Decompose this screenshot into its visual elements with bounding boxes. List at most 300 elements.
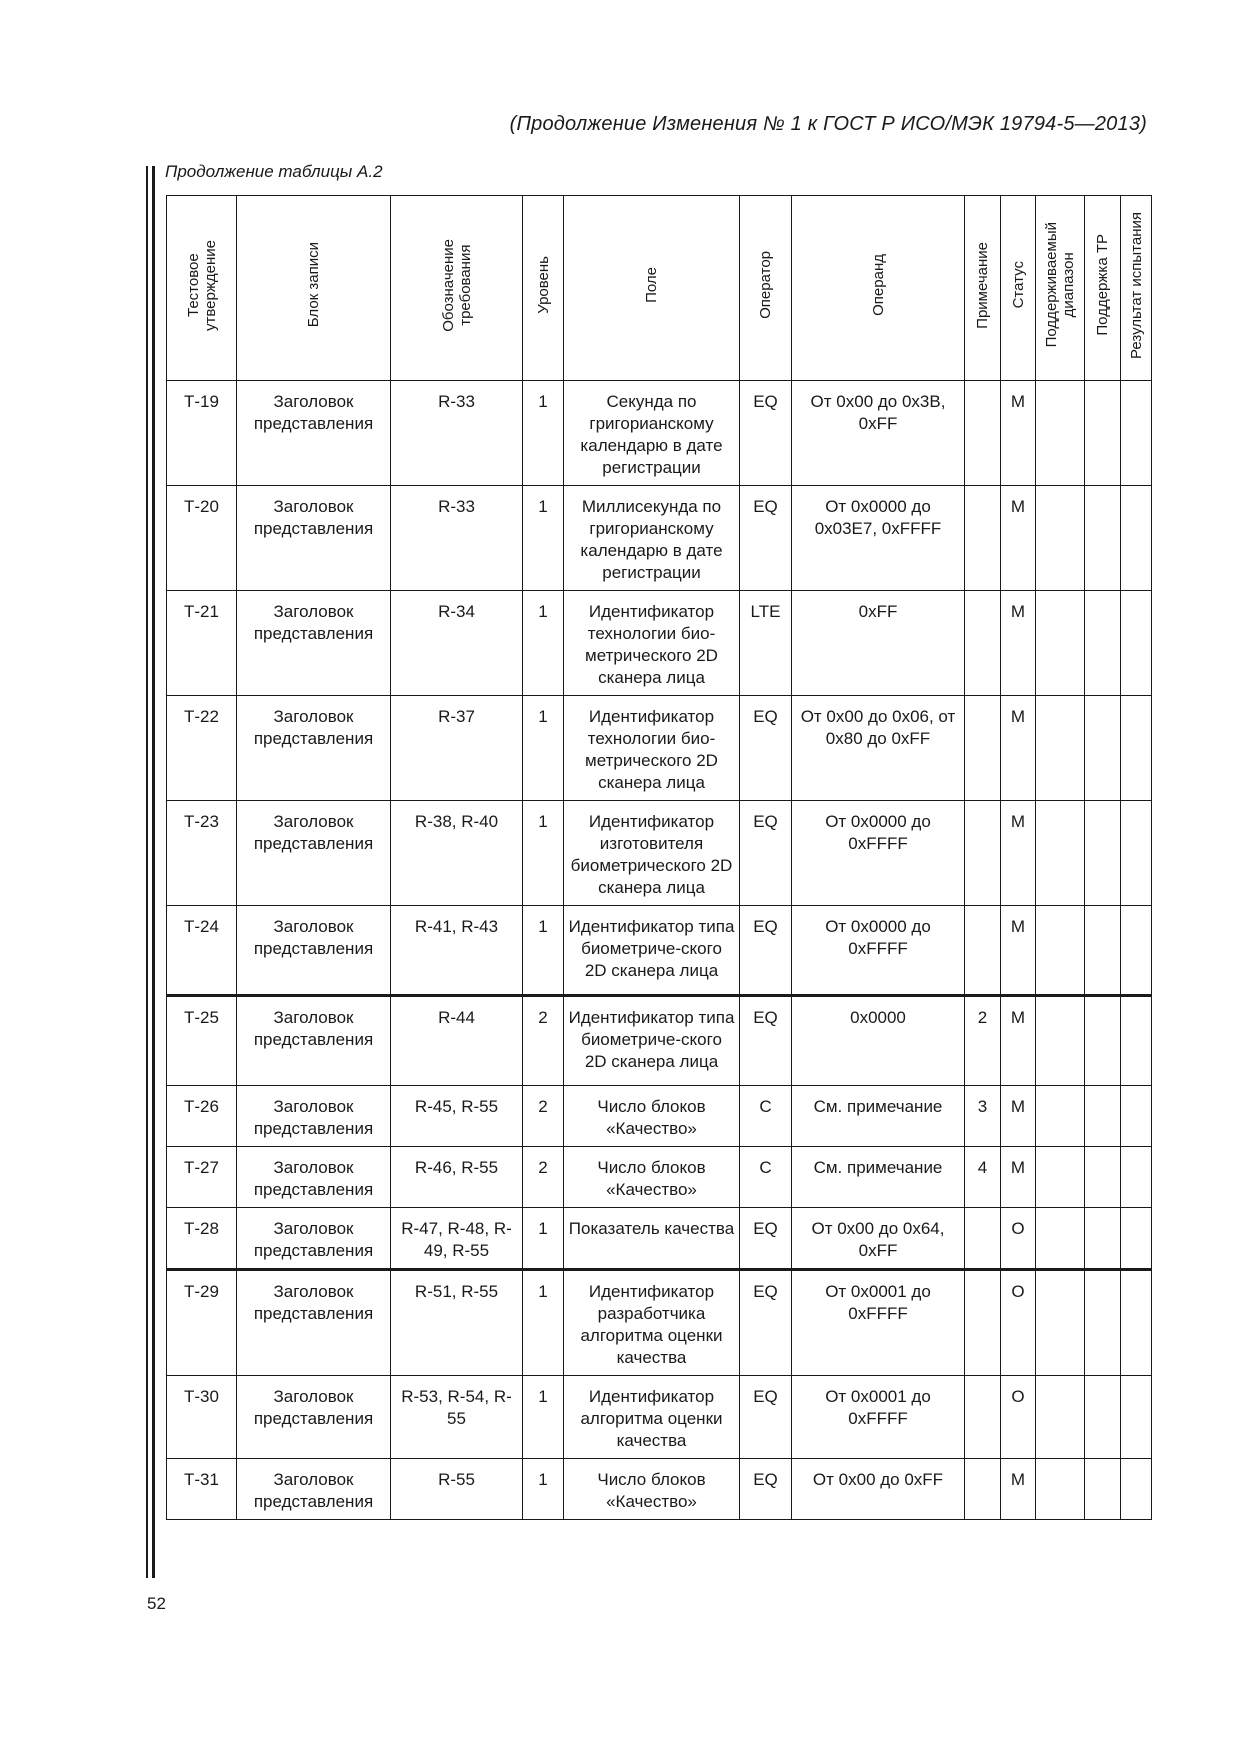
cell-supported-range [1036, 591, 1085, 696]
cell-level-text: 1 [538, 1387, 548, 1406]
cell-test-result-text [1121, 381, 1151, 397]
cell-record-block [237, 801, 391, 906]
cell-note [965, 906, 1001, 996]
cell-operator-text: LTE [750, 602, 781, 621]
cell-note [965, 591, 1001, 696]
cell-tp-support [1085, 906, 1121, 996]
cell-test-id-text: Т-30 [184, 1387, 219, 1406]
cell-status-text: М [1010, 1097, 1026, 1116]
cell-record-block-text: Заголовок представления [253, 917, 374, 958]
cell-field [564, 1270, 740, 1376]
cell-level-text: 1 [538, 917, 548, 936]
cell-level [523, 996, 564, 1086]
cell-operand [792, 906, 965, 996]
cell-test-id [167, 1086, 237, 1147]
cell-test-result [1121, 1208, 1152, 1270]
cell-supported-range [1036, 801, 1085, 906]
cell-level [523, 486, 564, 591]
table-caption: Продолжение таблицы А.2 [165, 162, 383, 181]
cell-level-text: 1 [538, 497, 548, 516]
cell-tp-support-text [1085, 997, 1120, 1013]
cell-requirement-text: R-34 [438, 602, 475, 621]
cell-requirement-text: R-33 [438, 392, 475, 411]
cell-note-text: 3 [977, 1097, 988, 1116]
cell-status [1001, 1208, 1036, 1270]
cell-requirement [391, 1459, 523, 1520]
cell-field-text: Идентификатор типа биометриче-ского 2D сканера лица [568, 917, 735, 980]
cell-supported-range-text [1036, 1271, 1084, 1287]
cell-requirement-text: R-38, R-40 [414, 812, 499, 831]
cell-note-text [965, 1376, 1000, 1392]
table-row [167, 996, 1152, 1086]
column-header: Поддержка ТР [1085, 196, 1121, 381]
cell-status [1001, 1270, 1036, 1376]
cell-requirement [391, 1376, 523, 1459]
cell-level-text: 1 [538, 1219, 548, 1238]
cell-operator [740, 801, 792, 906]
cell-supported-range-text [1036, 381, 1084, 397]
requirements-table [166, 195, 1152, 1520]
column-header: Оператор [740, 196, 792, 381]
cell-record-block [237, 1208, 391, 1270]
cell-note [965, 996, 1001, 1086]
cell-test-id [167, 1376, 237, 1459]
cell-requirement [391, 1270, 523, 1376]
cell-tp-support [1085, 486, 1121, 591]
running-header: (Продолжение Изменения № 1 к ГОСТ Р ИСО/МЭК 19794-5—2013) [509, 113, 1147, 135]
column-header: Поддерживаемый диапазон [1036, 196, 1085, 381]
cell-operator [740, 1208, 792, 1270]
cell-level-text: 2 [538, 1008, 548, 1027]
cell-supported-range [1036, 381, 1085, 486]
cell-tp-support [1085, 1208, 1121, 1270]
cell-operator-text: EQ [753, 812, 778, 831]
cell-field-text: Секунда по григорианскому календарю в дате регистрации [580, 392, 723, 477]
cell-note [965, 1459, 1001, 1520]
cell-test-id [167, 1459, 237, 1520]
cell-operand [792, 696, 965, 801]
cell-note-text [965, 1271, 1000, 1287]
table-header-row [167, 196, 1152, 381]
cell-operator [740, 696, 792, 801]
cell-requirement-text: R-44 [438, 1008, 475, 1027]
cell-status-text: О [1011, 1282, 1025, 1301]
column-header: Статус [1001, 196, 1036, 381]
cell-test-result [1121, 1459, 1152, 1520]
cell-tp-support-text [1085, 1086, 1120, 1102]
cell-record-block-text: Заголовок представления [253, 1282, 374, 1323]
cell-operand-text: От 0x0000 до 0x03E7, 0xFFFF [814, 497, 942, 538]
cell-level [523, 381, 564, 486]
cell-test-result [1121, 486, 1152, 591]
cell-tp-support [1085, 381, 1121, 486]
cell-operand-text: От 0x00 до 0xFF [812, 1470, 944, 1489]
cell-note-text: 2 [977, 1008, 988, 1027]
cell-requirement-text: R-47, R-48, R-49, R-55 [401, 1219, 512, 1260]
cell-test-id-text: Т-27 [184, 1158, 219, 1177]
cell-operand-text: От 0x00 до 0x3B, 0xFF [810, 392, 946, 433]
cell-level [523, 801, 564, 906]
cell-supported-range [1036, 1147, 1085, 1208]
cell-operator-text: EQ [753, 392, 778, 411]
cell-tp-support-text [1085, 486, 1120, 502]
cell-operand-text: От 0x0000 до 0xFFFF [825, 917, 931, 958]
cell-field [564, 1459, 740, 1520]
cell-field-text: Миллисекунда по григорианскому календарю в дате регистрации [580, 497, 723, 582]
cell-test-id-text: Т-20 [184, 497, 219, 516]
cell-test-id [167, 801, 237, 906]
cell-supported-range-text [1036, 1376, 1084, 1392]
cell-status [1001, 1376, 1036, 1459]
cell-test-id-text: Т-28 [184, 1219, 219, 1238]
table-row [167, 906, 1152, 996]
cell-note [965, 696, 1001, 801]
column-header: Блок записи [237, 196, 391, 381]
cell-field-text: Число блоков «Качество» [597, 1097, 706, 1138]
cell-level-text: 1 [538, 1282, 548, 1301]
table-row [167, 1208, 1152, 1270]
column-header: Уровень [523, 196, 564, 381]
cell-level [523, 1147, 564, 1208]
cell-status-text: М [1010, 392, 1026, 411]
cell-requirement-text: R-53, R-54, R-55 [401, 1387, 512, 1428]
cell-status [1001, 381, 1036, 486]
table-row [167, 1147, 1152, 1208]
cell-supported-range-text [1036, 997, 1084, 1013]
cell-field-text: Идентификатор технологии био-метрического 2D сканера лица [585, 602, 718, 687]
cell-record-block [237, 696, 391, 801]
cell-status-text: М [1010, 497, 1026, 516]
cell-test-id-text: Т-21 [184, 602, 219, 621]
cell-note [965, 486, 1001, 591]
cell-supported-range [1036, 486, 1085, 591]
cell-tp-support [1085, 996, 1121, 1086]
cell-field [564, 906, 740, 996]
cell-supported-range-text [1036, 1208, 1084, 1224]
cell-test-result-text [1121, 801, 1151, 817]
cell-record-block-text: Заголовок представления [253, 1008, 374, 1049]
cell-test-result-text [1121, 1208, 1151, 1224]
cell-tp-support [1085, 1376, 1121, 1459]
cell-operator-text: EQ [753, 1387, 778, 1406]
cell-note [965, 1270, 1001, 1376]
cell-field [564, 591, 740, 696]
cell-status-text: М [1010, 602, 1026, 621]
cell-requirement [391, 591, 523, 696]
cell-requirement [391, 1208, 523, 1270]
cell-field [564, 381, 740, 486]
cell-status-text: О [1011, 1387, 1025, 1406]
cell-note [965, 1147, 1001, 1208]
cell-status-text: М [1010, 707, 1026, 726]
cell-test-id-text: Т-24 [184, 917, 219, 936]
cell-level-text: 1 [538, 392, 548, 411]
cell-test-id [167, 906, 237, 996]
cell-requirement [391, 1086, 523, 1147]
cell-field [564, 486, 740, 591]
column-header: Результат испытания [1121, 196, 1152, 381]
cell-operator-text: EQ [753, 917, 778, 936]
cell-test-result [1121, 1086, 1152, 1147]
cell-note [965, 801, 1001, 906]
cell-test-result [1121, 996, 1152, 1086]
cell-status-text: М [1010, 812, 1026, 831]
cell-operator [740, 1147, 792, 1208]
cell-status [1001, 1459, 1036, 1520]
cell-tp-support-text [1085, 906, 1120, 922]
cell-test-result [1121, 591, 1152, 696]
cell-field-text: Число блоков «Качество» [597, 1158, 706, 1199]
cell-test-result-text [1121, 696, 1151, 712]
cell-supported-range [1036, 1270, 1085, 1376]
cell-record-block-text: Заголовок представления [253, 1219, 374, 1260]
cell-supported-range [1036, 1208, 1085, 1270]
cell-note-text [965, 486, 1000, 502]
cell-requirement [391, 486, 523, 591]
cell-supported-range-text [1036, 1147, 1084, 1163]
table-row [167, 486, 1152, 591]
cell-operand [792, 1086, 965, 1147]
cell-operator [740, 996, 792, 1086]
table-row [167, 696, 1152, 801]
cell-requirement [391, 801, 523, 906]
cell-operand-text: От 0x00 до 0x06, от 0x80 до 0xFF [800, 707, 956, 748]
cell-requirement-text: R-51, R-55 [414, 1282, 499, 1301]
cell-operator [740, 381, 792, 486]
cell-test-id [167, 696, 237, 801]
cell-note [965, 381, 1001, 486]
cell-test-id-text: Т-29 [184, 1282, 219, 1301]
cell-note-text [965, 591, 1000, 607]
cell-status-text: М [1010, 1008, 1026, 1027]
cell-field [564, 1208, 740, 1270]
cell-operator-text: EQ [753, 1282, 778, 1301]
cell-operand-text: 0x0000 [850, 1008, 906, 1027]
table-row [167, 1376, 1152, 1459]
cell-level [523, 1208, 564, 1270]
cell-status [1001, 801, 1036, 906]
cell-requirement-text: R-45, R-55 [414, 1097, 499, 1116]
cell-record-block [237, 1147, 391, 1208]
cell-operand [792, 1376, 965, 1459]
cell-supported-range [1036, 1086, 1085, 1147]
table-row [167, 1270, 1152, 1376]
cell-test-id-text: Т-22 [184, 707, 219, 726]
cell-operand-text: От 0x0000 до 0xFFFF [825, 812, 931, 853]
cell-level-text: 1 [538, 602, 548, 621]
cell-tp-support-text [1085, 1459, 1120, 1475]
cell-supported-range-text [1036, 801, 1084, 817]
cell-operand-text: См. примечание [813, 1097, 943, 1116]
cell-note [965, 1208, 1001, 1270]
cell-requirement-text: R-41, R-43 [414, 917, 499, 936]
cell-level [523, 1376, 564, 1459]
cell-operator-text: EQ [753, 1219, 778, 1238]
cell-test-id-text: Т-19 [184, 392, 219, 411]
cell-requirement-text: R-55 [438, 1470, 475, 1489]
cell-record-block-text: Заголовок представления [253, 1387, 374, 1428]
cell-requirement [391, 906, 523, 996]
cell-status-text: О [1011, 1219, 1025, 1238]
cell-level [523, 1459, 564, 1520]
cell-note-text: 4 [977, 1158, 988, 1177]
cell-test-id [167, 486, 237, 591]
cell-test-result-text [1121, 997, 1151, 1013]
cell-note-text [965, 696, 1000, 712]
cell-operator [740, 1376, 792, 1459]
cell-supported-range-text [1036, 906, 1084, 922]
column-header: Операнд [792, 196, 965, 381]
cell-test-id-text: Т-23 [184, 812, 219, 831]
cell-record-block [237, 1459, 391, 1520]
cell-operand-text: От 0x00 до 0x64, 0xFF [811, 1219, 945, 1260]
cell-status [1001, 1086, 1036, 1147]
cell-level [523, 696, 564, 801]
cell-level [523, 1086, 564, 1147]
margin-change-bar [152, 166, 155, 1578]
cell-tp-support-text [1085, 1147, 1120, 1163]
cell-operand [792, 996, 965, 1086]
cell-field [564, 996, 740, 1086]
cell-test-id [167, 1147, 237, 1208]
cell-tp-support-text [1085, 1208, 1120, 1224]
cell-record-block [237, 906, 391, 996]
cell-operand [792, 1208, 965, 1270]
cell-requirement-text: R-46, R-55 [414, 1158, 499, 1177]
cell-supported-range-text [1036, 696, 1084, 712]
cell-level [523, 1270, 564, 1376]
cell-test-id [167, 1270, 237, 1376]
cell-tp-support [1085, 1147, 1121, 1208]
margin-change-bar [146, 166, 148, 1578]
cell-test-id [167, 1208, 237, 1270]
cell-requirement [391, 1147, 523, 1208]
cell-status-text: М [1010, 1470, 1026, 1489]
cell-record-block-text: Заголовок представления [253, 1470, 374, 1511]
cell-operator-text: С [759, 1158, 772, 1177]
cell-operand [792, 486, 965, 591]
cell-test-result-text [1121, 486, 1151, 502]
cell-requirement [391, 696, 523, 801]
cell-status [1001, 1147, 1036, 1208]
cell-operand [792, 801, 965, 906]
column-header: Поле [564, 196, 740, 381]
cell-supported-range [1036, 906, 1085, 996]
cell-field [564, 696, 740, 801]
table-row [167, 1086, 1152, 1147]
cell-tp-support [1085, 1459, 1121, 1520]
cell-test-id-text: Т-31 [184, 1470, 219, 1489]
cell-operator-text: EQ [753, 497, 778, 516]
cell-supported-range-text [1036, 486, 1084, 502]
cell-test-result [1121, 696, 1152, 801]
cell-note-text [965, 906, 1000, 922]
cell-requirement [391, 996, 523, 1086]
cell-record-block [237, 1270, 391, 1376]
cell-field-text: Показатель качества [568, 1219, 735, 1238]
cell-record-block-text: Заголовок представления [253, 1158, 374, 1199]
cell-field-text: Число блоков «Качество» [597, 1470, 706, 1511]
cell-tp-support-text [1085, 696, 1120, 712]
cell-operator-text: EQ [753, 707, 778, 726]
table-row [167, 1459, 1152, 1520]
cell-record-block [237, 486, 391, 591]
cell-status [1001, 906, 1036, 996]
cell-record-block [237, 996, 391, 1086]
cell-field-text: Идентификатор типа биометриче-ского 2D сканера лица [568, 1008, 735, 1071]
cell-status [1001, 486, 1036, 591]
table-row [167, 381, 1152, 486]
cell-operand [792, 1459, 965, 1520]
cell-level [523, 906, 564, 996]
cell-field [564, 1147, 740, 1208]
cell-tp-support-text [1085, 801, 1120, 817]
cell-test-result-text [1121, 591, 1151, 607]
cell-note [965, 1376, 1001, 1459]
cell-field [564, 801, 740, 906]
column-header: Тестовое утверждение [167, 196, 237, 381]
cell-supported-range-text [1036, 1086, 1084, 1102]
cell-level [523, 591, 564, 696]
cell-tp-support-text [1085, 1376, 1120, 1392]
cell-record-block-text: Заголовок представления [253, 812, 374, 853]
table-row [167, 591, 1152, 696]
cell-operator-text: EQ [753, 1008, 778, 1027]
cell-test-id [167, 996, 237, 1086]
cell-level-text: 1 [538, 812, 548, 831]
cell-test-id-text: Т-26 [184, 1097, 219, 1116]
cell-tp-support [1085, 801, 1121, 906]
cell-operand [792, 591, 965, 696]
cell-test-result-text [1121, 1086, 1151, 1102]
cell-status [1001, 696, 1036, 801]
cell-field-text: Идентификатор изготовителя биометрического 2D сканера лица [570, 812, 733, 897]
cell-level-text: 1 [538, 707, 548, 726]
cell-record-block [237, 1086, 391, 1147]
cell-record-block-text: Заголовок представления [253, 1097, 374, 1138]
cell-tp-support [1085, 1086, 1121, 1147]
cell-note [965, 1086, 1001, 1147]
column-header: Обозначение требования [391, 196, 523, 381]
cell-operand [792, 381, 965, 486]
cell-operand-text: См. примечание [813, 1158, 943, 1177]
cell-test-result-text [1121, 1271, 1151, 1287]
cell-note-text [965, 1459, 1000, 1475]
cell-record-block-text: Заголовок представления [253, 497, 374, 538]
cell-field-text: Идентификатор алгоритма оценки качества [580, 1387, 723, 1450]
cell-record-block [237, 1376, 391, 1459]
cell-record-block-text: Заголовок представления [253, 392, 374, 433]
cell-record-block [237, 591, 391, 696]
cell-tp-support [1085, 591, 1121, 696]
cell-status [1001, 591, 1036, 696]
cell-supported-range [1036, 996, 1085, 1086]
cell-test-result [1121, 381, 1152, 486]
cell-note-text [965, 1208, 1000, 1224]
cell-record-block-text: Заголовок представления [253, 707, 374, 748]
cell-field [564, 1086, 740, 1147]
cell-test-result [1121, 1147, 1152, 1208]
page-number: 52 [147, 1594, 166, 1613]
cell-status [1001, 996, 1036, 1086]
cell-tp-support [1085, 696, 1121, 801]
cell-supported-range-text [1036, 1459, 1084, 1475]
cell-operator [740, 486, 792, 591]
cell-operator [740, 1086, 792, 1147]
cell-tp-support [1085, 1270, 1121, 1376]
cell-requirement-text: R-37 [438, 707, 475, 726]
cell-level-text: 2 [538, 1158, 548, 1177]
